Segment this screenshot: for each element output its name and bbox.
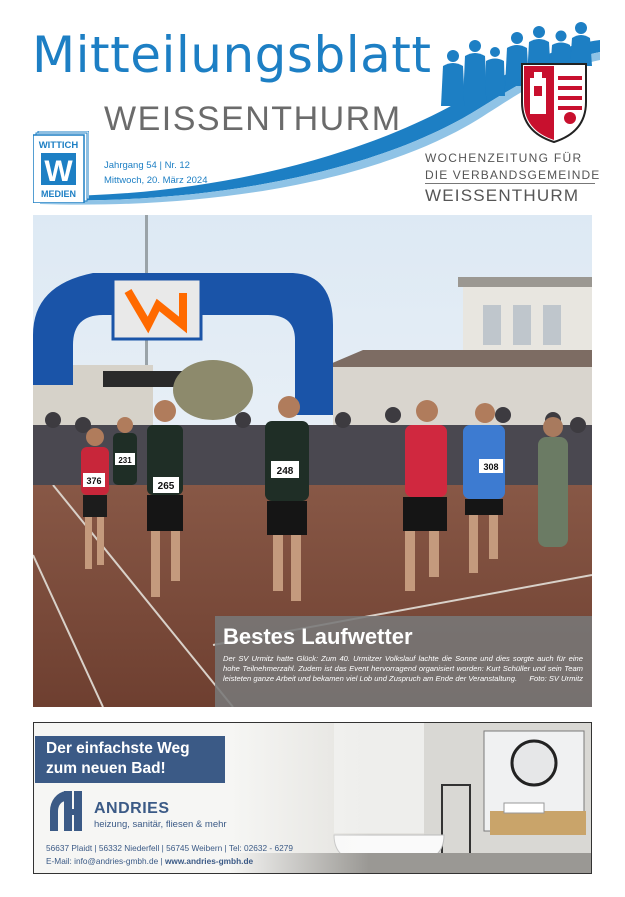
ad-contact (46, 856, 253, 866)
ad-headline (35, 736, 225, 783)
bib-376: 376 (86, 476, 102, 486)
masthead (0, 0, 625, 215)
weekly-line1: WOCHENZEITUNG FÜR (425, 151, 583, 165)
caption-body: Der SV Urmitz hatte Glück: Zum 40. Urmitzer Volkslauf lachte die Sonne und dies sorgte auch für eine hohe Teilnehmerzahl. Zudem ist das Event hervorragend organisiert worden: Kurt Schüller und sein Team leisteten ganze Arbeit und bekamen viel Lob und Zuspruch am Ende der Veranstaltung. (223, 654, 583, 683)
andries-logo-icon (48, 789, 84, 833)
wittich-medien-logo (33, 131, 89, 203)
cover-photo (33, 215, 592, 707)
ad-tagline: heizung, sanitär, fliesen & mehr (94, 819, 227, 830)
wittich-logo-line1: WITTICH (38, 140, 79, 151)
caption-text (223, 654, 583, 684)
weekly-line2: DIE VERBANDSGEMEINDE (425, 168, 601, 182)
caption-credit: Foto: SV Urmitz (529, 674, 583, 683)
wittich-logo-line2: MEDIEN (40, 189, 77, 199)
ad-brand: ANDRIES (94, 800, 170, 817)
masthead-subtitle: WEISSENTHURM (104, 100, 402, 138)
issue-date: Mittwoch, 20. März 2024 (104, 175, 208, 186)
issue-number: Jahrgang 54 | Nr. 12 (104, 160, 190, 171)
photo-caption (215, 616, 592, 707)
coat-of-arms-icon (518, 58, 590, 144)
weekly-tagline (425, 151, 601, 205)
bib-308: 308 (483, 462, 499, 472)
ad-website-link[interactable]: www.andries-gmbh.de (164, 856, 254, 866)
weekly-line3: WEISSENTHURM (425, 186, 580, 205)
ad-headline-line1: Der einfachste Weg (46, 740, 190, 757)
bib-265: 265 (157, 481, 175, 492)
wittich-logo-letter: W (44, 155, 73, 188)
ad-address: 56637 Plaidt | 56332 Niederfell | 56745 Weibern | Tel: 02632 - 6279 (46, 843, 293, 853)
ad-email[interactable]: E-Mail: info@andries-gmbh.de | (46, 856, 163, 866)
bib-231: 231 (118, 456, 132, 465)
issue-meta (104, 158, 208, 188)
andries-advertisement[interactable] (33, 722, 592, 874)
ad-headline-line2: zum neuen Bad! (46, 760, 166, 777)
caption-title: Bestes Laufwetter (223, 624, 413, 649)
masthead-title: Mitteilungsblatt (32, 26, 432, 84)
bib-248: 248 (276, 466, 294, 477)
